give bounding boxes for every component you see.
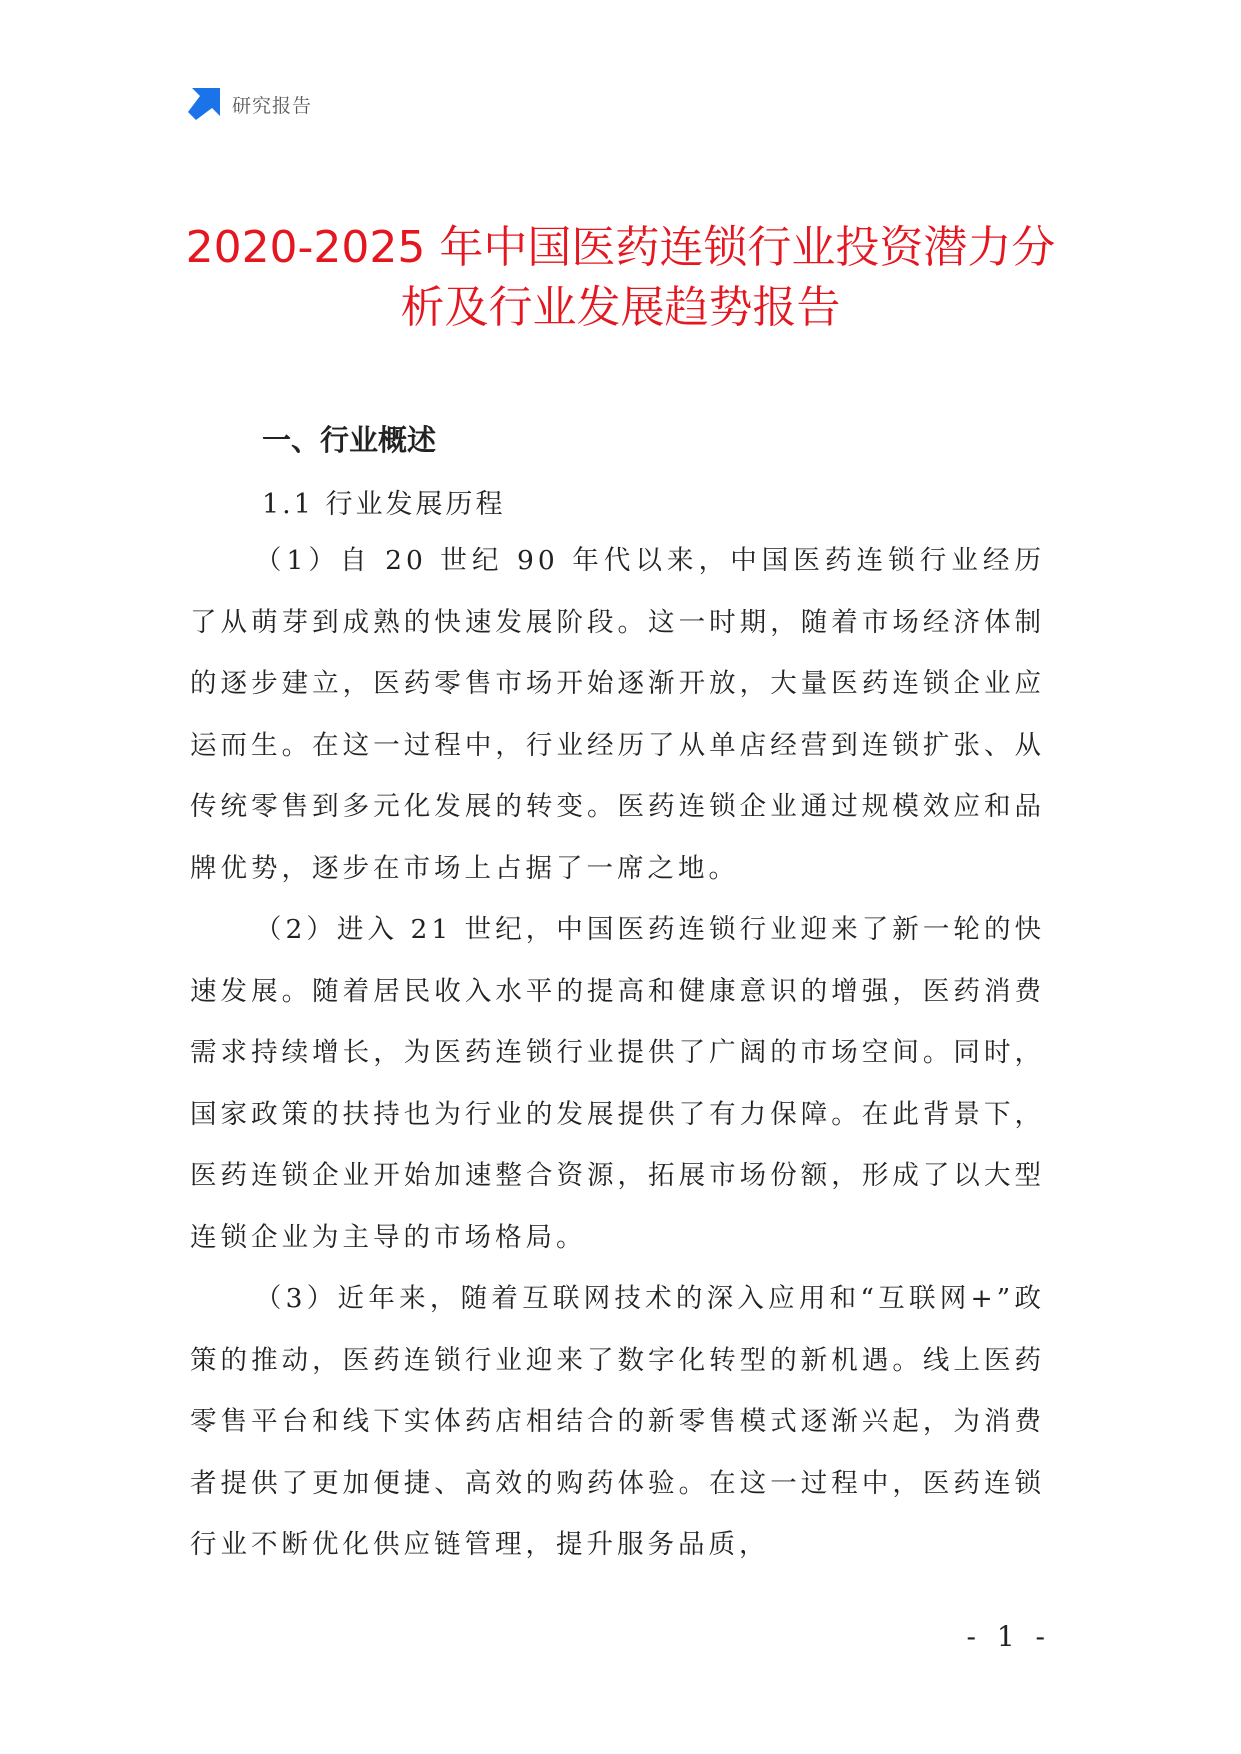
body-text [190, 530, 1045, 1576]
section-heading: 一、行业概述 [262, 423, 437, 457]
paragraph-2: （2）进入 21 世纪，中国医药连锁行业迎来了新一轮的快速发展。随着居民收入水平的提高和健康意识的增强，医药消费需求持续增长，为医药连锁行业提供了广阔的市场空间。同时，国家政策的扶持也为行业的发展提供了有力保障。在此背景下，医药连锁企业开始加速整合资源，拓展市场份额，形成了以大型连锁企业为主导的市场格局。 [190, 914, 1045, 1253]
title-line-2: 析及行业发展趋势报告 [400, 282, 841, 333]
subsection-heading: 1.1 行业发展历程 [262, 489, 506, 520]
arrow-up-right-icon [188, 88, 220, 120]
paragraph-1: （1）自 20 世纪 90 年代以来，中国医药连锁行业经历了从萌芽到成熟的快速发展阶段。这一时期，随着市场经济体制的逐步建立，医药零售市场开始逐渐开放，大量医药连锁企业应运而生。在这一过程中，行业经历了从单店经营到连锁扩张、从传统零售到多元化发展的转变。医药连锁企业通过规模效应和品牌优势，逐步在市场上占据了一席之地。 [190, 545, 1045, 884]
title-line-1: 2020-2025 年中国医药连锁行业投资潜力分 [185, 222, 1056, 273]
page-number: - 1 - [966, 1620, 1051, 1653]
header-label: 研究报告 [232, 94, 313, 117]
document-title [150, 218, 1091, 338]
paragraph-3: （3）近年来，随着互联网技术的深入应用和“互联网+”政策的推动，医药连锁行业迎来了数字化转型的新机遇。线上医药零售平台和线下实体药店相结合的新零售模式逐渐兴起，为消费者提供了更加便捷、高效的购药体验。在这一过程中，医药连锁行业不断优化供应链管理，提升服务品质， [190, 1283, 1045, 1560]
page-header [188, 88, 312, 120]
